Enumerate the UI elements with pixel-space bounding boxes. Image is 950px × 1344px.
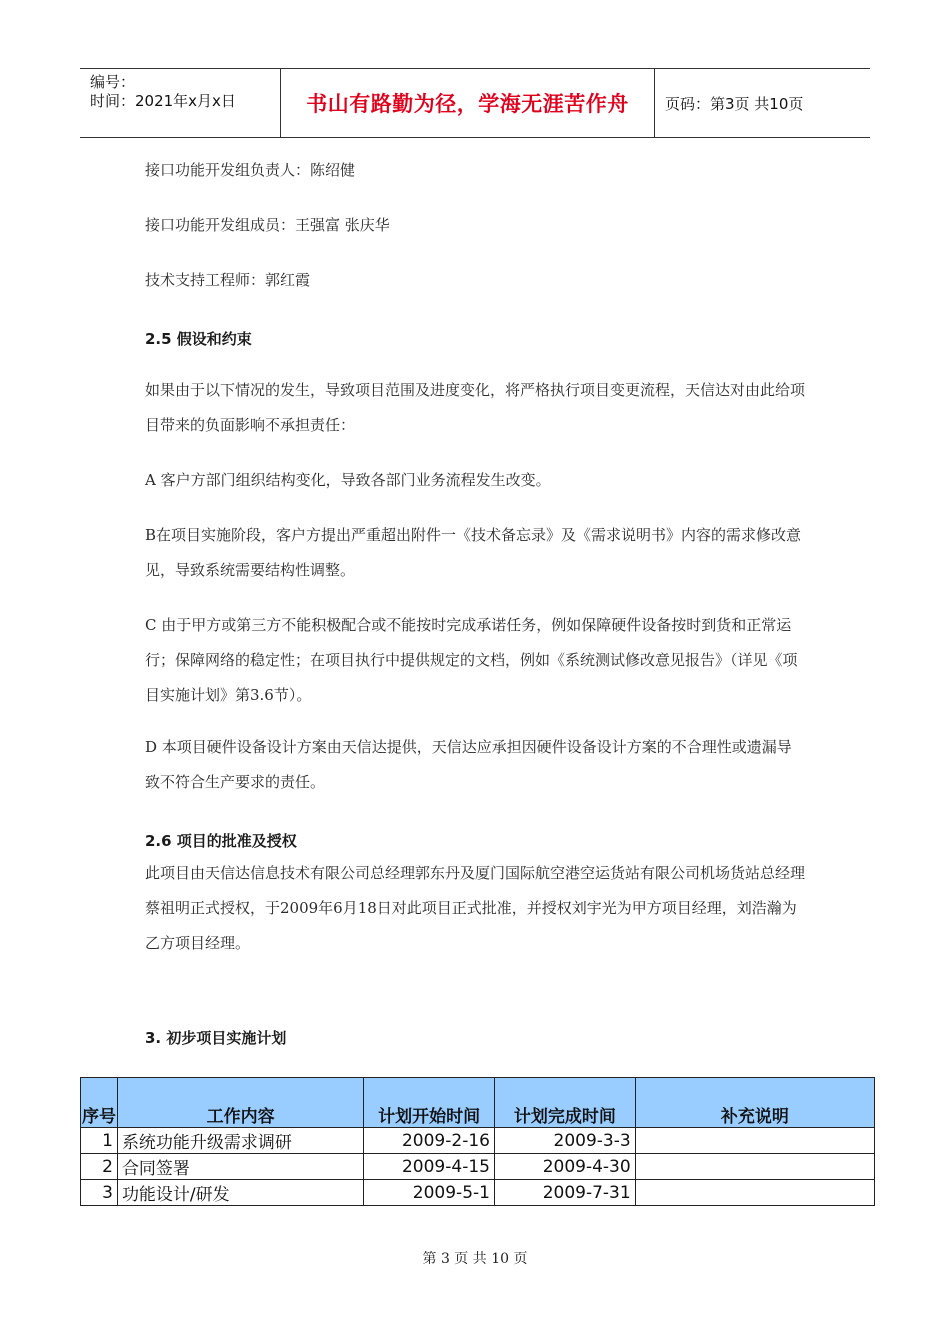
number-label: 编号： xyxy=(90,73,136,91)
section-heading-2-5: 2.5 假设和约束 xyxy=(145,330,252,348)
paragraph-lead: 接口功能开发组负责人：陈绍健 xyxy=(145,161,356,179)
paragraph-item-d: D 本项目硬件设备设计方案由天信达提供，天信达应承担因硬件设备设计方案的不合理性或遗漏导致不符合生产要求的责任。 xyxy=(145,738,792,791)
paragraph-assumptions-intro: 如果由于以下情况的发生，导致项目范围及进度变化，将严格执行项目变更流程，天信达对由此给项目带来的负面影响不承担责任： xyxy=(145,381,806,434)
paragraph-item-b: B在项目实施阶段，客户方提出严重超出附件一《技术备忘录》及《需求说明书》内容的需求修改意见，导致系统需要结构性调整。 xyxy=(145,526,802,579)
col-header-end: 计划完成时间 xyxy=(494,1078,635,1128)
cell-notes xyxy=(635,1180,874,1206)
cell-start: 2009-4-15 xyxy=(364,1154,495,1180)
cell-end: 2009-3-3 xyxy=(494,1128,635,1154)
header-motto: 书山有路勤为径，学海无涯苦作舟 xyxy=(281,69,655,137)
page-footer: 第 3 页 共 10 页 xyxy=(422,1251,528,1267)
table-row xyxy=(81,1128,875,1154)
cell-task: 功能设计/研发 xyxy=(117,1180,363,1206)
col-header-start: 计划开始时间 xyxy=(364,1078,495,1128)
col-header-index: 序号 xyxy=(81,1078,118,1128)
paragraph-item-a: A 客户方部门组织结构变化，导致各部门业务流程发生改变。 xyxy=(145,471,551,489)
table-row xyxy=(81,1180,875,1206)
cell-start: 2009-5-1 xyxy=(364,1180,495,1206)
header-meta xyxy=(80,69,281,137)
cell-index: 2 xyxy=(81,1154,118,1180)
header-page-info: 页码：第3页 共10页 xyxy=(665,94,804,113)
cell-start: 2009-2-16 xyxy=(364,1128,495,1154)
table-header-row xyxy=(81,1078,875,1128)
cell-task: 合同签署 xyxy=(117,1154,363,1180)
col-header-task: 工作内容 xyxy=(117,1078,363,1128)
implementation-plan-table xyxy=(80,1077,875,1206)
cell-notes xyxy=(635,1128,874,1154)
section-heading-3: 3. 初步项目实施计划 xyxy=(145,1029,287,1047)
page-header xyxy=(80,68,870,138)
section-heading-2-6: 2.6 项目的批准及授权 xyxy=(145,832,297,850)
cell-index: 3 xyxy=(81,1180,118,1206)
date-label: 时间：2021年x月x日 xyxy=(90,92,236,110)
cell-end: 2009-7-31 xyxy=(494,1180,635,1206)
cell-end: 2009-4-30 xyxy=(494,1154,635,1180)
paragraph-approval: 此项目由天信达信息技术有限公司总经理郭东丹及厦门国际航空港空运货站有限公司机场货站总经理蔡祖明正式授权，于2009年6月18日对此项目正式批准，并授权刘宇光为甲方项目经理，刘浩瀚为乙方项目经理。 xyxy=(145,864,806,952)
cell-task: 系统功能升级需求调研 xyxy=(117,1128,363,1154)
table-row xyxy=(81,1154,875,1180)
paragraph-support: 技术支持工程师：郭红霞 xyxy=(145,271,311,289)
cell-notes xyxy=(635,1154,874,1180)
paragraph-item-c: C 由于甲方或第三方不能积极配合或不能按时完成承诺任务，例如保障硬件设备按时到货和正常运行；保障网络的稳定性；在项目执行中提供规定的文档，例如《系统测试修改意见报告》（详见《项目实施计划》第3.6节）。 xyxy=(145,616,798,704)
paragraph-members: 接口功能开发组成员：王强富 张庆华 xyxy=(145,216,390,234)
cell-index: 1 xyxy=(81,1128,118,1154)
col-header-notes: 补充说明 xyxy=(635,1078,874,1128)
